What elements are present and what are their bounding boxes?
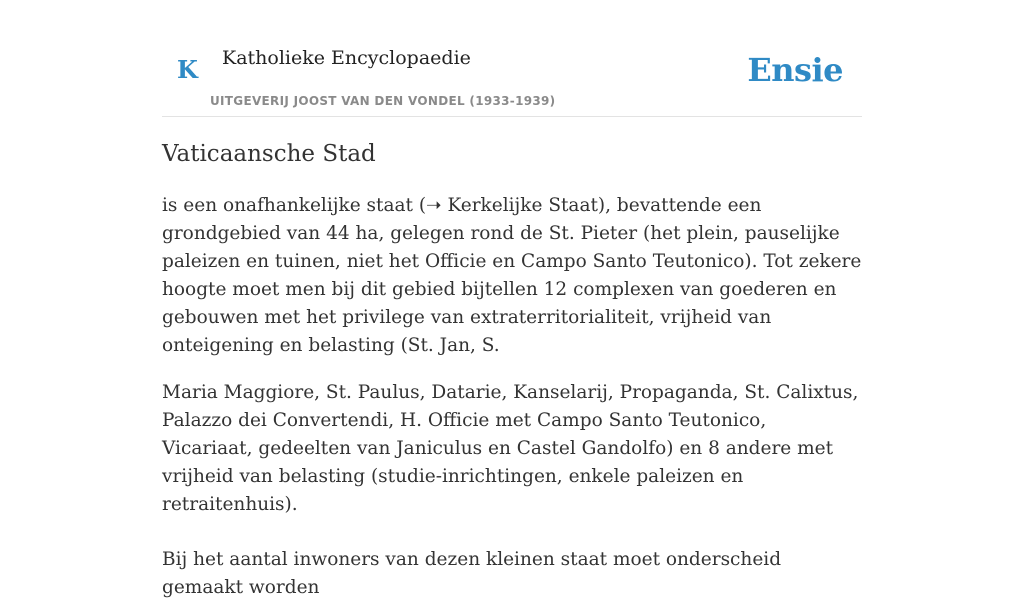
article-paragraph: Bij het aantal inwoners van dezen kleinen staat moet onderscheid gemaakt worden	[162, 549, 782, 598]
article-title: Vaticaansche Stad	[162, 141, 376, 167]
site-header	[162, 0, 862, 117]
encyclopedia-logo[interactable]: K	[177, 55, 198, 84]
publisher-line: UITGEVERIJ JOOST VAN DEN VONDEL (1933-1939)	[210, 94, 556, 108]
article-paragraph: is een onafhankelijke staat (➝ Kerkelijke Staat), bevattende een grondgebied van 44 ha, gelegen rond de St. Pieter (het plein, pauselijke paleizen en tuinen, niet het Officie en Campo Santo Teutonico). Tot zekere hoogte moet men bij dit gebied bijtellen 12 complexen van goederen en gebouwen met het privilege van extraterritorialiteit, vrijheid van onteigening en belasting (St. Jan, S.	[162, 195, 862, 356]
ensie-brand-link[interactable]: Ensie	[747, 51, 843, 89]
encyclopedia-title[interactable]: Katholieke Encyclopaedie	[222, 47, 471, 69]
article-body	[162, 138, 862, 602]
article-paragraph: Maria Maggiore, St. Paulus, Datarie, Kanselarij, Propaganda, St. Calixtus, Palazzo dei Convertendi, H. Officie met Campo Santo Teutonico, Vicariaat, gedeelten van Janiculus en Castel Gandolfo) en 8 andere met vrijheid van belasting (studie-inrichtingen, enkele paleizen en retraitenhuis).	[162, 382, 859, 515]
